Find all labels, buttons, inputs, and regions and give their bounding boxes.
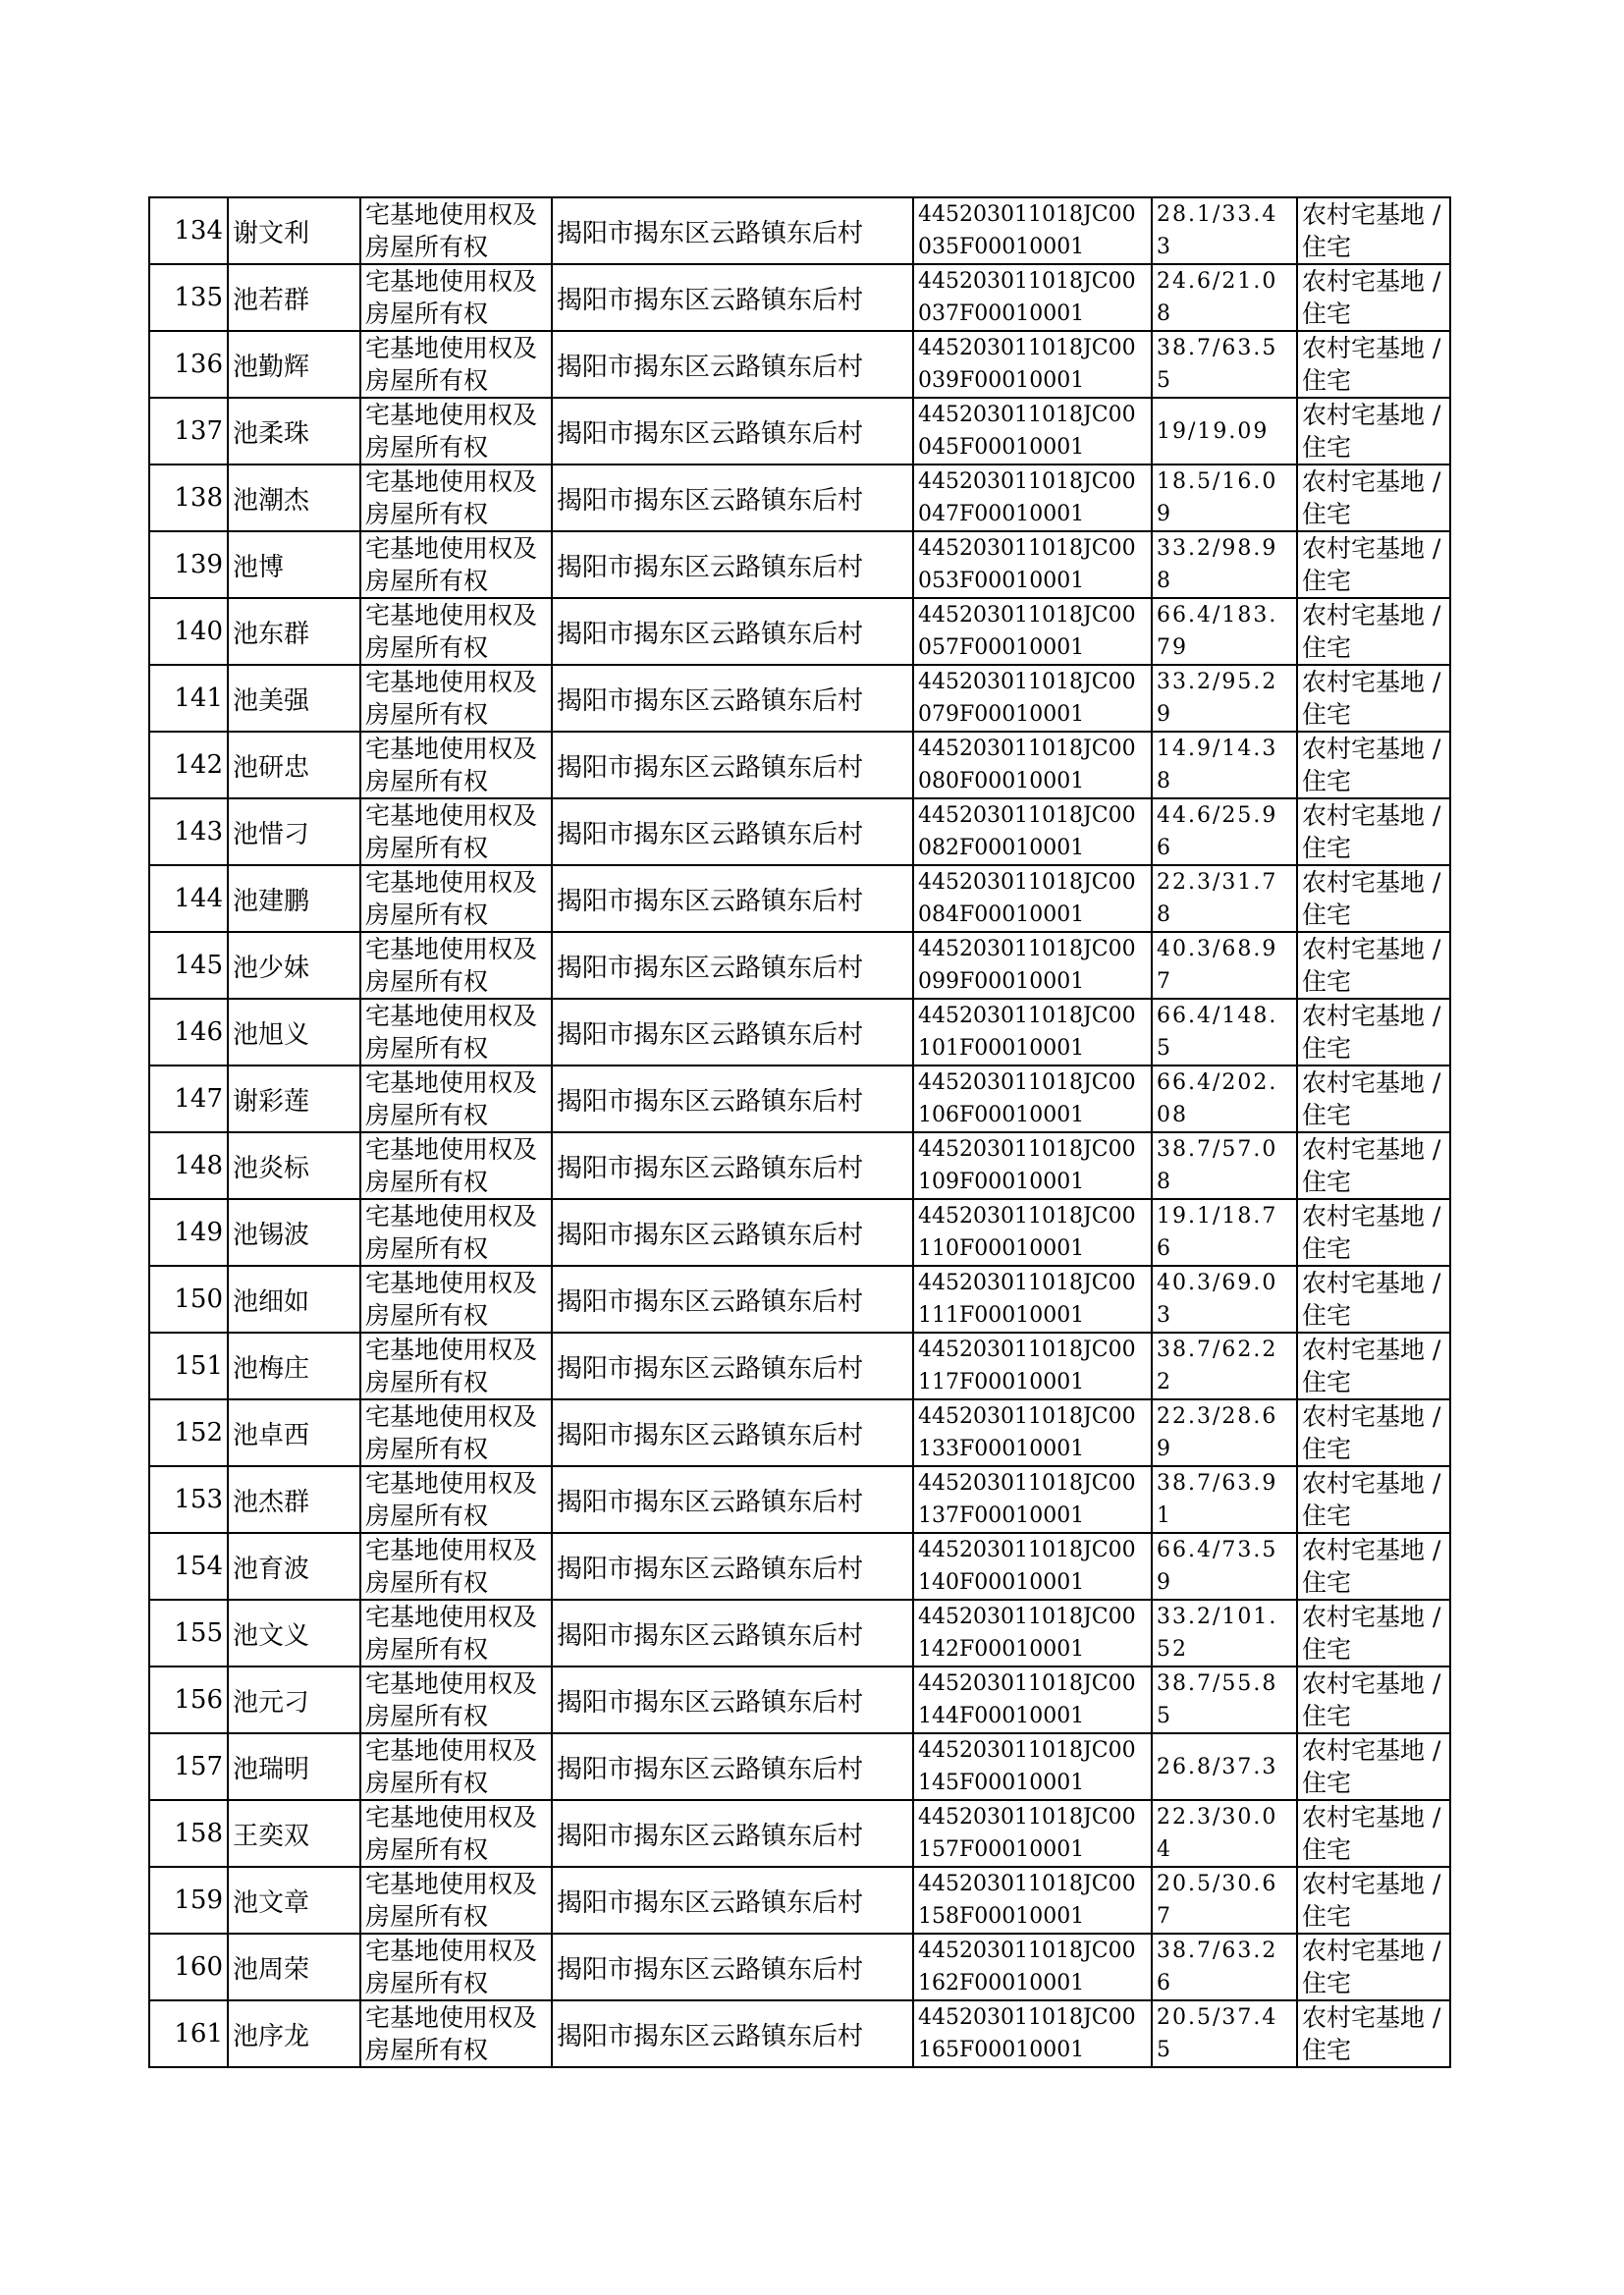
right-type-cell: 宅基地使用权及房屋所有权 bbox=[360, 1066, 552, 1132]
row-number-cell: 134 bbox=[149, 197, 228, 264]
address-cell: 揭阳市揭东区云路镇东后村 bbox=[552, 1800, 913, 1867]
table-row bbox=[149, 531, 1450, 598]
address-cell: 揭阳市揭东区云路镇东后村 bbox=[552, 1132, 913, 1199]
owner-name-cell: 池建鹏 bbox=[228, 865, 360, 932]
owner-name-cell: 王奕双 bbox=[228, 1800, 360, 1867]
owner-name-cell: 池周荣 bbox=[228, 1934, 360, 2000]
right-type-cell: 宅基地使用权及房屋所有权 bbox=[360, 398, 552, 464]
row-number-cell: 145 bbox=[149, 932, 228, 999]
unit-code-cell: 445203011018JC00162F00010001 bbox=[913, 1934, 1152, 2000]
area-cell: 14.9/14.38 bbox=[1152, 732, 1297, 798]
right-type-cell: 宅基地使用权及房屋所有权 bbox=[360, 598, 552, 665]
table-row bbox=[149, 1733, 1450, 1800]
usage-cell: 农村宅基地 / 住宅 bbox=[1297, 1199, 1450, 1266]
unit-code-cell: 445203011018JC00099F00010001 bbox=[913, 932, 1152, 999]
right-type-cell: 宅基地使用权及房屋所有权 bbox=[360, 531, 552, 598]
address-cell: 揭阳市揭东区云路镇东后村 bbox=[552, 1600, 913, 1667]
address-cell: 揭阳市揭东区云路镇东后村 bbox=[552, 1333, 913, 1399]
area-cell: 40.3/68.97 bbox=[1152, 932, 1297, 999]
table-row bbox=[149, 999, 1450, 1066]
unit-code-cell: 445203011018JC00035F00010001 bbox=[913, 197, 1152, 264]
address-cell: 揭阳市揭东区云路镇东后村 bbox=[552, 1667, 913, 1733]
owner-name-cell: 池梅庄 bbox=[228, 1333, 360, 1399]
usage-cell: 农村宅基地 / 住宅 bbox=[1297, 531, 1450, 598]
right-type-cell: 宅基地使用权及房屋所有权 bbox=[360, 464, 552, 531]
row-number-cell: 143 bbox=[149, 798, 228, 865]
area-cell: 66.4/148.5 bbox=[1152, 999, 1297, 1066]
usage-cell: 农村宅基地 / 住宅 bbox=[1297, 197, 1450, 264]
unit-code-cell: 445203011018JC00140F00010001 bbox=[913, 1533, 1152, 1600]
owner-name-cell: 谢彩莲 bbox=[228, 1066, 360, 1132]
table-row bbox=[149, 1533, 1450, 1600]
row-number-cell: 158 bbox=[149, 1800, 228, 1867]
table-row bbox=[149, 665, 1450, 732]
address-cell: 揭阳市揭东区云路镇东后村 bbox=[552, 1466, 913, 1533]
unit-code-cell: 445203011018JC00111F00010001 bbox=[913, 1266, 1152, 1333]
area-cell: 38.7/57.08 bbox=[1152, 1132, 1297, 1199]
right-type-cell: 宅基地使用权及房屋所有权 bbox=[360, 1733, 552, 1800]
right-type-cell: 宅基地使用权及房屋所有权 bbox=[360, 331, 552, 398]
address-cell: 揭阳市揭东区云路镇东后村 bbox=[552, 2000, 913, 2067]
owner-name-cell: 池卓西 bbox=[228, 1399, 360, 1466]
usage-cell: 农村宅基地 / 住宅 bbox=[1297, 464, 1450, 531]
area-cell: 22.3/28.69 bbox=[1152, 1399, 1297, 1466]
owner-name-cell: 池勤辉 bbox=[228, 331, 360, 398]
unit-code-cell: 445203011018JC00110F00010001 bbox=[913, 1199, 1152, 1266]
address-cell: 揭阳市揭东区云路镇东后村 bbox=[552, 1199, 913, 1266]
right-type-cell: 宅基地使用权及房屋所有权 bbox=[360, 1667, 552, 1733]
right-type-cell: 宅基地使用权及房屋所有权 bbox=[360, 1199, 552, 1266]
unit-code-cell: 445203011018JC00142F00010001 bbox=[913, 1600, 1152, 1667]
area-cell: 26.8/37.3 bbox=[1152, 1733, 1297, 1800]
owner-name-cell: 池杰群 bbox=[228, 1466, 360, 1533]
area-cell: 66.4/202.08 bbox=[1152, 1066, 1297, 1132]
table-row bbox=[149, 2000, 1450, 2067]
usage-cell: 农村宅基地 / 住宅 bbox=[1297, 1600, 1450, 1667]
table-row bbox=[149, 798, 1450, 865]
table-row bbox=[149, 331, 1450, 398]
right-type-cell: 宅基地使用权及房屋所有权 bbox=[360, 999, 552, 1066]
right-type-cell: 宅基地使用权及房屋所有权 bbox=[360, 197, 552, 264]
unit-code-cell: 445203011018JC00101F00010001 bbox=[913, 999, 1152, 1066]
right-type-cell: 宅基地使用权及房屋所有权 bbox=[360, 1867, 552, 1934]
row-number-cell: 138 bbox=[149, 464, 228, 531]
address-cell: 揭阳市揭东区云路镇东后村 bbox=[552, 1934, 913, 2000]
table-body bbox=[149, 197, 1450, 2067]
right-type-cell: 宅基地使用权及房屋所有权 bbox=[360, 1266, 552, 1333]
unit-code-cell: 445203011018JC00037F00010001 bbox=[913, 264, 1152, 331]
area-cell: 38.7/63.26 bbox=[1152, 1934, 1297, 2000]
row-number-cell: 148 bbox=[149, 1132, 228, 1199]
usage-cell: 农村宅基地 / 住宅 bbox=[1297, 1867, 1450, 1934]
row-number-cell: 161 bbox=[149, 2000, 228, 2067]
area-cell: 18.5/16.09 bbox=[1152, 464, 1297, 531]
right-type-cell: 宅基地使用权及房屋所有权 bbox=[360, 1800, 552, 1867]
address-cell: 揭阳市揭东区云路镇东后村 bbox=[552, 264, 913, 331]
right-type-cell: 宅基地使用权及房屋所有权 bbox=[360, 798, 552, 865]
table-row bbox=[149, 1199, 1450, 1266]
unit-code-cell: 445203011018JC00165F00010001 bbox=[913, 2000, 1152, 2067]
owner-name-cell: 池潮杰 bbox=[228, 464, 360, 531]
area-cell: 38.7/63.91 bbox=[1152, 1466, 1297, 1533]
address-cell: 揭阳市揭东区云路镇东后村 bbox=[552, 398, 913, 464]
row-number-cell: 155 bbox=[149, 1600, 228, 1667]
area-cell: 22.3/30.04 bbox=[1152, 1800, 1297, 1867]
address-cell: 揭阳市揭东区云路镇东后村 bbox=[552, 331, 913, 398]
usage-cell: 农村宅基地 / 住宅 bbox=[1297, 1266, 1450, 1333]
area-cell: 24.6/21.08 bbox=[1152, 264, 1297, 331]
row-number-cell: 139 bbox=[149, 531, 228, 598]
table-row bbox=[149, 1333, 1450, 1399]
unit-code-cell: 445203011018JC00082F00010001 bbox=[913, 798, 1152, 865]
area-cell: 40.3/69.03 bbox=[1152, 1266, 1297, 1333]
row-number-cell: 144 bbox=[149, 865, 228, 932]
right-type-cell: 宅基地使用权及房屋所有权 bbox=[360, 1466, 552, 1533]
area-cell: 33.2/95.29 bbox=[1152, 665, 1297, 732]
table-row bbox=[149, 598, 1450, 665]
owner-name-cell: 池瑞明 bbox=[228, 1733, 360, 1800]
address-cell: 揭阳市揭东区云路镇东后村 bbox=[552, 1867, 913, 1934]
right-type-cell: 宅基地使用权及房屋所有权 bbox=[360, 865, 552, 932]
right-type-cell: 宅基地使用权及房屋所有权 bbox=[360, 2000, 552, 2067]
right-type-cell: 宅基地使用权及房屋所有权 bbox=[360, 665, 552, 732]
address-cell: 揭阳市揭东区云路镇东后村 bbox=[552, 1399, 913, 1466]
right-type-cell: 宅基地使用权及房屋所有权 bbox=[360, 1533, 552, 1600]
row-number-cell: 156 bbox=[149, 1667, 228, 1733]
owner-name-cell: 池文义 bbox=[228, 1600, 360, 1667]
owner-name-cell: 池炎标 bbox=[228, 1132, 360, 1199]
owner-name-cell: 池育波 bbox=[228, 1533, 360, 1600]
table-row bbox=[149, 464, 1450, 531]
usage-cell: 农村宅基地 / 住宅 bbox=[1297, 2000, 1450, 2067]
usage-cell: 农村宅基地 / 住宅 bbox=[1297, 1066, 1450, 1132]
usage-cell: 农村宅基地 / 住宅 bbox=[1297, 732, 1450, 798]
usage-cell: 农村宅基地 / 住宅 bbox=[1297, 932, 1450, 999]
registration-table bbox=[148, 196, 1451, 2068]
area-cell: 20.5/37.45 bbox=[1152, 2000, 1297, 2067]
row-number-cell: 140 bbox=[149, 598, 228, 665]
row-number-cell: 159 bbox=[149, 1867, 228, 1934]
area-cell: 20.5/30.67 bbox=[1152, 1867, 1297, 1934]
usage-cell: 农村宅基地 / 住宅 bbox=[1297, 1667, 1450, 1733]
row-number-cell: 136 bbox=[149, 331, 228, 398]
area-cell: 44.6/25.96 bbox=[1152, 798, 1297, 865]
owner-name-cell: 池细如 bbox=[228, 1266, 360, 1333]
row-number-cell: 142 bbox=[149, 732, 228, 798]
usage-cell: 农村宅基地 / 住宅 bbox=[1297, 331, 1450, 398]
right-type-cell: 宅基地使用权及房屋所有权 bbox=[360, 732, 552, 798]
right-type-cell: 宅基地使用权及房屋所有权 bbox=[360, 264, 552, 331]
unit-code-cell: 445203011018JC00084F00010001 bbox=[913, 865, 1152, 932]
unit-code-cell: 445203011018JC00117F00010001 bbox=[913, 1333, 1152, 1399]
usage-cell: 农村宅基地 / 住宅 bbox=[1297, 1132, 1450, 1199]
owner-name-cell: 谢文利 bbox=[228, 197, 360, 264]
usage-cell: 农村宅基地 / 住宅 bbox=[1297, 598, 1450, 665]
address-cell: 揭阳市揭东区云路镇东后村 bbox=[552, 732, 913, 798]
row-number-cell: 153 bbox=[149, 1466, 228, 1533]
row-number-cell: 157 bbox=[149, 1733, 228, 1800]
address-cell: 揭阳市揭东区云路镇东后村 bbox=[552, 1533, 913, 1600]
unit-code-cell: 445203011018JC00157F00010001 bbox=[913, 1800, 1152, 1867]
table-row bbox=[149, 1800, 1450, 1867]
row-number-cell: 141 bbox=[149, 665, 228, 732]
address-cell: 揭阳市揭东区云路镇东后村 bbox=[552, 665, 913, 732]
usage-cell: 农村宅基地 / 住宅 bbox=[1297, 1934, 1450, 2000]
usage-cell: 农村宅基地 / 住宅 bbox=[1297, 1399, 1450, 1466]
unit-code-cell: 445203011018JC00145F00010001 bbox=[913, 1733, 1152, 1800]
address-cell: 揭阳市揭东区云路镇东后村 bbox=[552, 932, 913, 999]
table-row bbox=[149, 398, 1450, 464]
right-type-cell: 宅基地使用权及房屋所有权 bbox=[360, 1132, 552, 1199]
usage-cell: 农村宅基地 / 住宅 bbox=[1297, 1733, 1450, 1800]
usage-cell: 农村宅基地 / 住宅 bbox=[1297, 665, 1450, 732]
usage-cell: 农村宅基地 / 住宅 bbox=[1297, 865, 1450, 932]
row-number-cell: 137 bbox=[149, 398, 228, 464]
owner-name-cell: 池博 bbox=[228, 531, 360, 598]
area-cell: 19/19.09 bbox=[1152, 398, 1297, 464]
owner-name-cell: 池元刁 bbox=[228, 1667, 360, 1733]
owner-name-cell: 池旭义 bbox=[228, 999, 360, 1066]
area-cell: 38.7/55.85 bbox=[1152, 1667, 1297, 1733]
right-type-cell: 宅基地使用权及房屋所有权 bbox=[360, 1600, 552, 1667]
area-cell: 33.2/101.52 bbox=[1152, 1600, 1297, 1667]
row-number-cell: 135 bbox=[149, 264, 228, 331]
area-cell: 38.7/62.22 bbox=[1152, 1333, 1297, 1399]
usage-cell: 农村宅基地 / 住宅 bbox=[1297, 999, 1450, 1066]
owner-name-cell: 池少妹 bbox=[228, 932, 360, 999]
owner-name-cell: 池惜刁 bbox=[228, 798, 360, 865]
table-row bbox=[149, 1867, 1450, 1934]
area-cell: 66.4/183.79 bbox=[1152, 598, 1297, 665]
right-type-cell: 宅基地使用权及房屋所有权 bbox=[360, 1399, 552, 1466]
area-cell: 22.3/31.78 bbox=[1152, 865, 1297, 932]
table-row bbox=[149, 865, 1450, 932]
usage-cell: 农村宅基地 / 住宅 bbox=[1297, 798, 1450, 865]
address-cell: 揭阳市揭东区云路镇东后村 bbox=[552, 464, 913, 531]
table-row bbox=[149, 264, 1450, 331]
table-row bbox=[149, 1132, 1450, 1199]
area-cell: 38.7/63.55 bbox=[1152, 331, 1297, 398]
owner-name-cell: 池若群 bbox=[228, 264, 360, 331]
address-cell: 揭阳市揭东区云路镇东后村 bbox=[552, 1066, 913, 1132]
usage-cell: 农村宅基地 / 住宅 bbox=[1297, 398, 1450, 464]
address-cell: 揭阳市揭东区云路镇东后村 bbox=[552, 598, 913, 665]
right-type-cell: 宅基地使用权及房屋所有权 bbox=[360, 1934, 552, 2000]
unit-code-cell: 445203011018JC00047F00010001 bbox=[913, 464, 1152, 531]
owner-name-cell: 池文章 bbox=[228, 1867, 360, 1934]
owner-name-cell: 池锡波 bbox=[228, 1199, 360, 1266]
row-number-cell: 149 bbox=[149, 1199, 228, 1266]
unit-code-cell: 445203011018JC00137F00010001 bbox=[913, 1466, 1152, 1533]
address-cell: 揭阳市揭东区云路镇东后村 bbox=[552, 999, 913, 1066]
unit-code-cell: 445203011018JC00053F00010001 bbox=[913, 531, 1152, 598]
right-type-cell: 宅基地使用权及房屋所有权 bbox=[360, 1333, 552, 1399]
usage-cell: 农村宅基地 / 住宅 bbox=[1297, 1800, 1450, 1867]
row-number-cell: 151 bbox=[149, 1333, 228, 1399]
area-cell: 33.2/98.98 bbox=[1152, 531, 1297, 598]
address-cell: 揭阳市揭东区云路镇东后村 bbox=[552, 798, 913, 865]
row-number-cell: 150 bbox=[149, 1266, 228, 1333]
table-row bbox=[149, 1266, 1450, 1333]
area-cell: 66.4/73.59 bbox=[1152, 1533, 1297, 1600]
unit-code-cell: 445203011018JC00144F00010001 bbox=[913, 1667, 1152, 1733]
owner-name-cell: 池东群 bbox=[228, 598, 360, 665]
unit-code-cell: 445203011018JC00039F00010001 bbox=[913, 331, 1152, 398]
table-row bbox=[149, 1600, 1450, 1667]
table-row bbox=[149, 732, 1450, 798]
address-cell: 揭阳市揭东区云路镇东后村 bbox=[552, 531, 913, 598]
address-cell: 揭阳市揭东区云路镇东后村 bbox=[552, 1733, 913, 1800]
owner-name-cell: 池柔珠 bbox=[228, 398, 360, 464]
table-row bbox=[149, 1934, 1450, 2000]
unit-code-cell: 445203011018JC00080F00010001 bbox=[913, 732, 1152, 798]
table-row bbox=[149, 197, 1450, 264]
right-type-cell: 宅基地使用权及房屋所有权 bbox=[360, 932, 552, 999]
usage-cell: 农村宅基地 / 住宅 bbox=[1297, 1466, 1450, 1533]
unit-code-cell: 445203011018JC00158F00010001 bbox=[913, 1867, 1152, 1934]
usage-cell: 农村宅基地 / 住宅 bbox=[1297, 1533, 1450, 1600]
table-row bbox=[149, 1466, 1450, 1533]
row-number-cell: 152 bbox=[149, 1399, 228, 1466]
unit-code-cell: 445203011018JC00057F00010001 bbox=[913, 598, 1152, 665]
area-cell: 19.1/18.76 bbox=[1152, 1199, 1297, 1266]
table-row bbox=[149, 1399, 1450, 1466]
unit-code-cell: 445203011018JC00106F00010001 bbox=[913, 1066, 1152, 1132]
area-cell: 28.1/33.43 bbox=[1152, 197, 1297, 264]
address-cell: 揭阳市揭东区云路镇东后村 bbox=[552, 865, 913, 932]
row-number-cell: 154 bbox=[149, 1533, 228, 1600]
owner-name-cell: 池序龙 bbox=[228, 2000, 360, 2067]
address-cell: 揭阳市揭东区云路镇东后村 bbox=[552, 1266, 913, 1333]
table-row bbox=[149, 1066, 1450, 1132]
row-number-cell: 146 bbox=[149, 999, 228, 1066]
table-row bbox=[149, 932, 1450, 999]
owner-name-cell: 池美强 bbox=[228, 665, 360, 732]
usage-cell: 农村宅基地 / 住宅 bbox=[1297, 264, 1450, 331]
unit-code-cell: 445203011018JC00079F00010001 bbox=[913, 665, 1152, 732]
row-number-cell: 160 bbox=[149, 1934, 228, 2000]
unit-code-cell: 445203011018JC00045F00010001 bbox=[913, 398, 1152, 464]
row-number-cell: 147 bbox=[149, 1066, 228, 1132]
address-cell: 揭阳市揭东区云路镇东后村 bbox=[552, 197, 913, 264]
unit-code-cell: 445203011018JC00133F00010001 bbox=[913, 1399, 1152, 1466]
unit-code-cell: 445203011018JC00109F00010001 bbox=[913, 1132, 1152, 1199]
usage-cell: 农村宅基地 / 住宅 bbox=[1297, 1333, 1450, 1399]
owner-name-cell: 池研忠 bbox=[228, 732, 360, 798]
table-row bbox=[149, 1667, 1450, 1733]
